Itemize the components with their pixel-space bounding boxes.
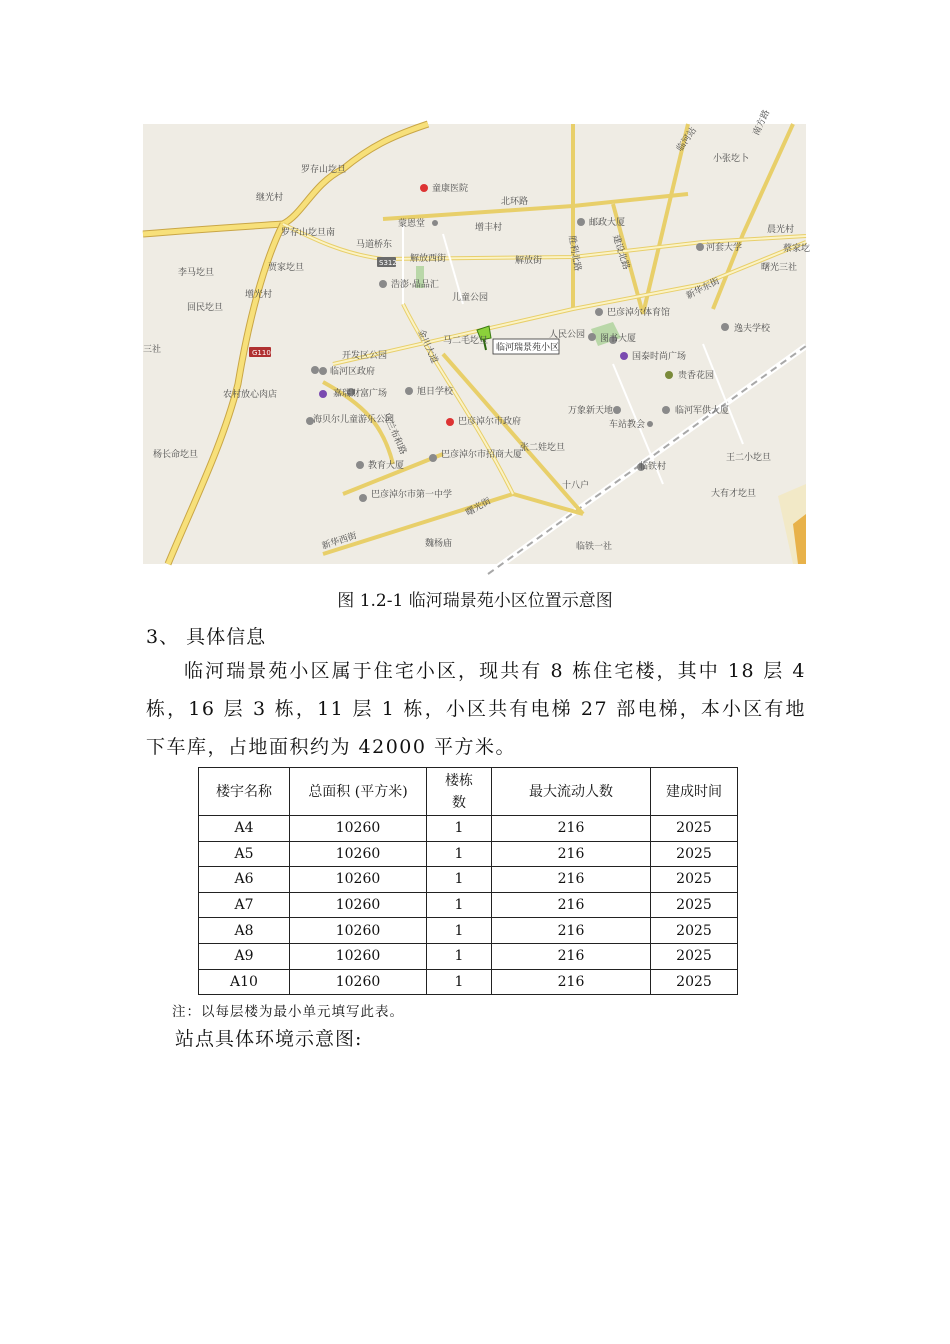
table-row: A5 10260 1 216 2025 [199,841,738,867]
svg-text:胜利北路: 胜利北路 [566,234,583,272]
svg-text:农村放心肉店: 农村放心肉店 [223,390,278,400]
svg-text:开发区公园: 开发区公园 [342,351,388,361]
svg-text:北环路: 北环路 [501,197,529,207]
svg-text:十八户: 十八户 [562,481,590,491]
svg-text:临河区政府: 临河区政府 [330,367,376,377]
svg-text:邮政大厦: 邮政大厦 [589,218,626,228]
svg-text:万象新天地: 万象新天地 [568,406,614,416]
svg-text:巴彦淖尔市政府: 巴彦淖尔市政府 [458,417,522,427]
svg-text:新华西街: 新华西街 [320,531,359,552]
svg-text:建设北路: 建设北路 [610,233,631,272]
svg-text:临河军供大厦: 临河军供大厦 [675,406,730,416]
svg-text:杨长命圪旦: 杨长命圪旦 [153,450,199,460]
svg-text:罗存山圪旦: 罗存山圪旦 [301,165,347,175]
svg-text:临河瑞景苑小区: 临河瑞景苑小区 [496,343,560,353]
svg-text:浩澎·晶品汇: 浩澎·晶品汇 [391,280,439,290]
section-paragraph: 临河瑞景苑小区属于住宅小区，现共有 8 栋住宅楼，其中 18 层 4 栋，16 层 3 栋，11 层 1 栋，小区共有电梯 27 部电梯，本小区有地下车库，占地面积约为 42000 平方米。 [146,660,806,758]
svg-text:增丰村: 增丰村 [475,223,503,233]
header-max-flow: 最大流动人数 [492,768,651,816]
svg-text:嘉瑞财富广场: 嘉瑞财富广场 [333,389,388,399]
svg-text:国泰时尚广场: 国泰时尚广场 [632,352,687,362]
svg-text:解放街: 解放街 [515,256,543,266]
svg-text:海贝尔儿童游乐公园: 海贝尔儿童游乐公园 [313,415,395,425]
table-row: A6 10260 1 216 2025 [199,867,738,893]
svg-text:金川大道: 金川大道 [415,328,440,366]
svg-text:蒙恩堂: 蒙恩堂 [398,219,426,229]
table-row: A7 10260 1 216 2025 [199,892,738,918]
svg-text:晨光村: 晨光村 [767,225,795,235]
svg-text:图书大厦: 图书大厦 [600,334,637,344]
svg-text:李马圪旦: 李马圪旦 [178,268,215,278]
svg-text:马道桥东: 马道桥东 [356,240,393,250]
svg-text:魏杨庙: 魏杨庙 [425,539,453,549]
table-row: A10 10260 1 216 2025 [199,969,738,995]
header-total-area: 总面积 (平方米) [290,768,427,816]
svg-text:回民圪旦: 回民圪旦 [187,303,224,313]
svg-text:临铁村: 临铁村 [639,462,667,472]
svg-text:增光村: 增光村 [245,290,273,300]
figure-caption: 图 1.2-1 临河瑞景苑小区位置示意图 [337,591,613,611]
svg-text:张二娃圪旦: 张二娃圪旦 [520,443,566,453]
header-building-count: 楼栋 数 [427,768,492,816]
g110-label: G110 [252,349,271,357]
table-row: A8 10260 1 216 2025 [199,918,738,944]
svg-text:教育大厦: 教育大厦 [368,461,405,471]
svg-text:大有才圪旦: 大有才圪旦 [711,489,757,499]
section-heading: 3、 具体信息 [146,626,267,648]
table-row: A4 10260 1 216 2025 [199,816,738,842]
environment-subheading: 站点具体环境示意图: [175,1028,363,1050]
svg-text:人民公园: 人民公园 [549,330,586,340]
svg-text:曙光三社: 曙光三社 [761,263,798,273]
building-table [198,767,738,995]
header-building-name: 楼宇名称 [199,768,290,816]
svg-text:解放西街: 解放西街 [410,254,447,264]
svg-text:巴彦淖尔市招商大厦: 巴彦淖尔市招商大厦 [441,450,523,460]
svg-text:王二小圪旦: 王二小圪旦 [726,453,772,463]
s312-label: S312 [379,259,397,267]
location-map [143,108,811,564]
table-note: 注：以每层楼为最小单元填写此表。 [172,1004,404,1020]
svg-text:罗存山圪旦南: 罗存山圪旦南 [281,228,336,238]
table-row: A9 10260 1 216 2025 [199,943,738,969]
svg-text:小张圪卜: 小张圪卜 [713,154,750,164]
svg-text:新华东街: 新华东街 [684,276,722,302]
svg-text:蔡家圪: 蔡家圪 [783,244,811,254]
svg-text:旭日学校: 旭日学校 [417,387,454,397]
svg-text:逸夫学校: 逸夫学校 [734,324,771,334]
svg-text:儿童公园: 儿童公园 [452,293,489,303]
header-build-year: 建成时间 [651,768,738,816]
svg-text:继光村: 继光村 [256,193,284,203]
svg-text:贵香花园: 贵香花园 [678,371,715,381]
table-header-row [199,768,738,816]
svg-text:马二毛圪旦: 马二毛圪旦 [443,336,489,346]
svg-text:河套大学: 河套大学 [706,243,743,253]
svg-text:三社: 三社 [143,345,162,355]
svg-text:南方路: 南方路 [751,108,773,138]
svg-text:贾家圪旦: 贾家圪旦 [268,263,305,273]
svg-text:临铁一社: 临铁一社 [576,542,613,552]
svg-text:车站教会: 车站教会 [609,420,646,430]
svg-text:乌兰布和路: 乌兰布和路 [380,411,408,457]
svg-text:临河站: 临河站 [675,125,699,154]
svg-text:童康医院: 童康医院 [432,184,469,194]
svg-text:曙光街: 曙光街 [464,496,493,519]
svg-text:巴彦淖尔市第一中学: 巴彦淖尔市第一中学 [371,490,453,500]
svg-text:巴彦淖尔体育馆: 巴彦淖尔体育馆 [607,308,671,318]
